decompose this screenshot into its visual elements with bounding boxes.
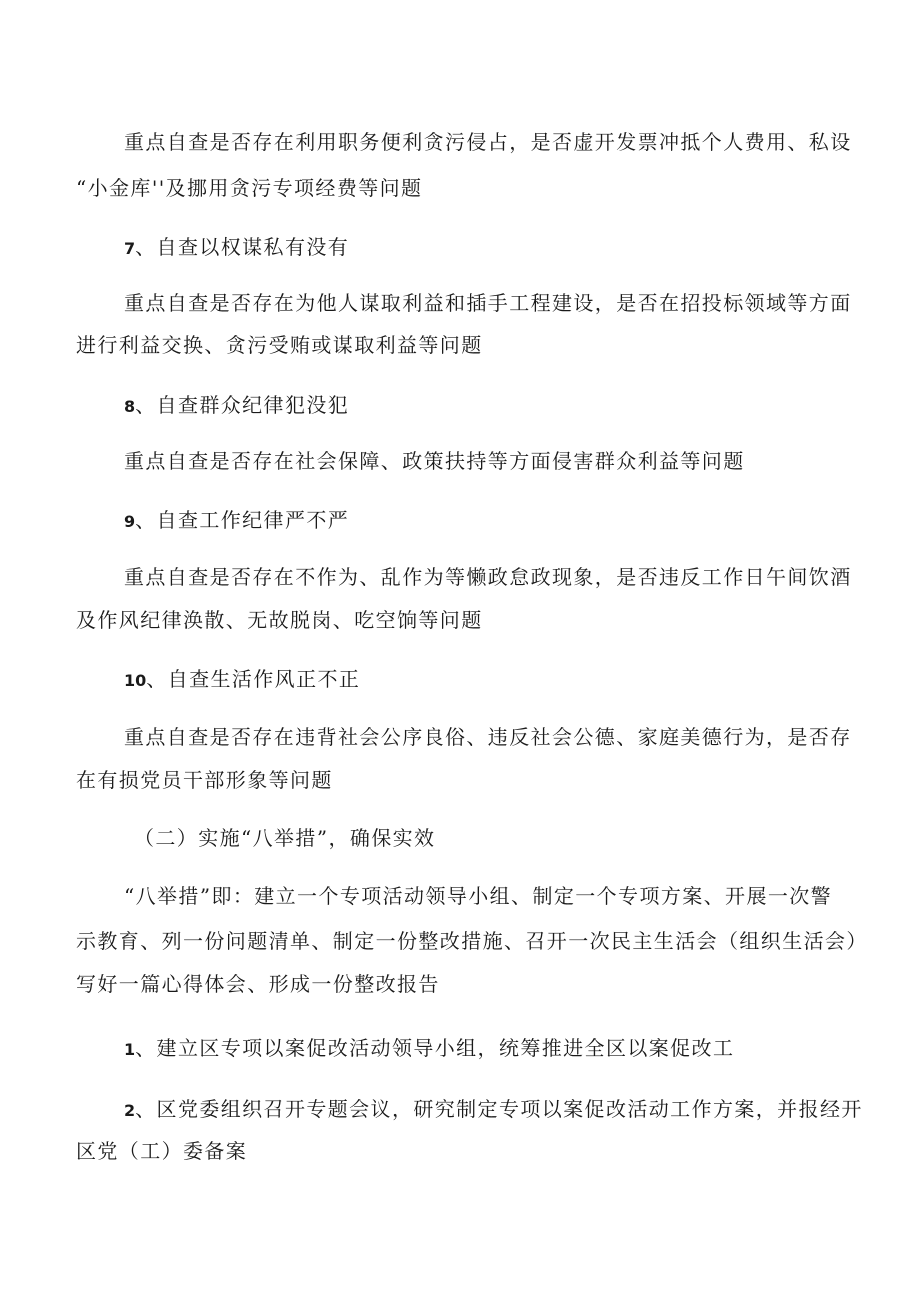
paragraph-line: 在有损党员干部形象等问题 — [76, 768, 333, 792]
list-item-text: 、区党委组织召开专题会议，研究制定专项以案促改活动工作方案，并报经开 — [135, 1097, 863, 1121]
paragraph-line: 重点自查是否存在为他人谋取利益和插手工程建设，是否在招投标领域等方面 — [124, 291, 852, 315]
paragraph-line: 重点自查是否存在社会保障、政策扶持等方面侵害群众利益等问题 — [124, 449, 745, 473]
item-heading-text: 、自查工作纪律严不严 — [135, 508, 350, 532]
paragraph-line: 进行利益交换、贪污受贿或谋取利益等问题 — [76, 333, 483, 357]
paragraph-line: “八举措”即：建立一个专项活动领导小组、制定一个专项方案、开展一次警 — [124, 884, 833, 908]
paragraph-line: 重点自查是否存在利用职务便利贪污侵占，是否虚开发票冲抵个人费用、私设 — [124, 130, 852, 154]
item-heading-text: 、自查群众纪律犯没犯 — [135, 393, 350, 417]
item-number: 7 — [124, 239, 136, 258]
paragraph-line: “小金库''及挪用贪污专项经费等问题 — [76, 176, 423, 200]
list-item-text: 、建立区专项以案促改活动领导小组，统筹推进全区以案促改工 — [135, 1036, 735, 1060]
item-heading-text: 、自查以权谋私有没有 — [135, 235, 350, 259]
paragraph-line: 重点自查是否存在违背社会公序良俗、违反社会公德、家庭美德行为，是否存 — [124, 725, 852, 749]
section-heading: （二）实施“八举措”，确保实效 — [134, 826, 436, 850]
paragraph-line: 示教育、列一份问题清单、制定一份整改措施、召开一次民主生活会（组织生活会） — [76, 929, 868, 953]
item-heading-10 — [124, 664, 914, 696]
item-heading-7 — [124, 232, 914, 264]
paragraph-line: 写好一篇心得体会、形成一份整改报告 — [76, 972, 440, 996]
item-number: 9 — [124, 512, 136, 531]
item-heading-text: 、自查生活作风正不正 — [146, 667, 361, 691]
list-item-1 — [124, 1033, 914, 1065]
item-number: 10 — [124, 671, 147, 690]
list-item-2 — [124, 1094, 914, 1126]
item-heading-9 — [124, 505, 914, 537]
item-number: 8 — [124, 397, 136, 416]
paragraph-line: 及作风纪律涣散、无故脱岗、吃空饷等问题 — [76, 608, 483, 632]
item-number: 1 — [124, 1040, 136, 1059]
item-heading-8 — [124, 390, 914, 422]
paragraph-line: 区党（工）委备案 — [76, 1139, 248, 1163]
item-number: 2 — [124, 1101, 136, 1120]
paragraph-line: 重点自查是否存在不作为、乱作为等懒政怠政现象，是否违反工作日午间饮酒 — [124, 565, 852, 589]
